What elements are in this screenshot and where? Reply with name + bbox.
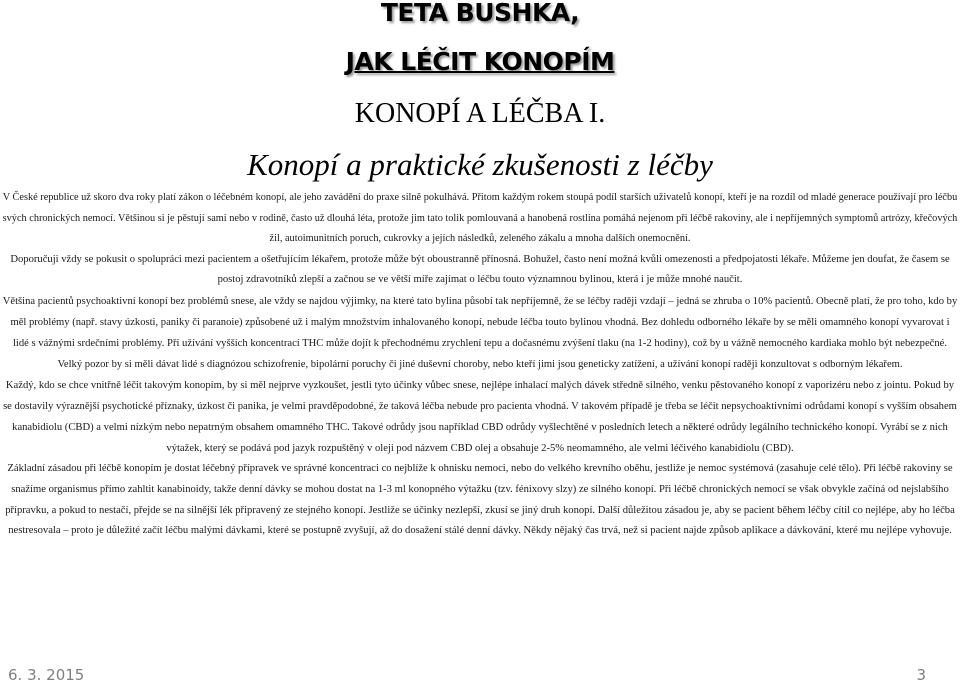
section-subtitle: KONOPÍ A LÉČBA I. xyxy=(354,98,606,129)
paragraph-4: Každý, kdo se chce vnitřně léčit takovým konopím, by si měl nejprve vyzkoušet, jestli tyto účinky vůbec snese, nejlépe inhalací malých dávek středně silného, venku pěstovaného konopí z vaporizéru nebo z jointu. Pokud by se dostavily výraznější psychotické příznaky, úzkost či panika, je velmi pravděpodobné, že taková léčba nebude pro pacienta vhodná. V takovém případě je třeba se léčit nepsychoaktivními odrůdami konopí s vyšším obsahem kanabidiolu (CBD) a velmi nízkým nebo nepatrným obsahem omamného THC. Takové odrůdy jsou například CBD odrůdy vyšlechtěné v posledních letech a některé odrůdy legálního technického konopí. Vyrábí se z nich výtažek, který se podává pod jazyk rozpuštěný v oleji pod názvem CBD olej a obsahuje 2-5% neomamného, ale velmi léčivého kanabidiolu (CBD). xyxy=(3,380,957,455)
paragraph-5: Základní zásadou při léčbě konopím je dostat léčebný přípravek ve správné koncentraci co nejblíže k ohnisku nemoci, nebo do velkého krevního oběhu, jestliže je nemoc systémová (zasahuje celé tělo). Při léčbě rakoviny se snažíme organismus přímo zahltit kanabinoidy, takže denní dávky se mohou dostat na 1-3 ml konopného výtažku (tzv. fénixovy slzy) ze silného konopí. Při léčbě chronických nemocí se však obvykle začíná od nejslabšího přípravku, a pokud to nestačí, přejde se na silnější lék připravený ze stejného konopí. Jestliže se účinky nezlepší, zkusí se jiný druh konopí. Další důležitou zásadou je, aby se pacient během léčby cítil co nejlépe, aby ho léčba nestresovala – proto je důležité začít léčbu malými dávkami, které se postupně zvyšují, až do dosažení stálé denní dávky. Někdy nějaký čas trvá, než si pacient najde způsob aplikace a dávkování, které mu nejlépe vyhovuje. xyxy=(5,463,955,537)
paragraph-1: V České republice už skoro dva roky platí zákon o léčebném konopí, ale jeho zavádění do praxe silně pokulhává. Přitom každým rokem stoupá podíl starších uživatelů konopí, kteří je na rozdíl od mladé generace používají pro léčbu svých chronických nemocí. Většinou si je pěstují sami nebo v rodině, často už dlouhá léta, protože jim tato tolik pomlouvaná a hanobená rostlina pomáhá nejenom při léčbě rakoviny, ale i nepříjemných symptomů artrózy, křečových žil, autoimunitních poruch, cukrovky a jejích následků, zeleného zákalu a mnoha dalších onemocnění. xyxy=(2,192,958,244)
page-number: 3 xyxy=(916,666,926,684)
title-line-2: JAK LÉČIT KONOPÍM xyxy=(345,47,615,76)
body-text xyxy=(2,188,958,542)
paragraph-3: Většina pacientů psychoaktivní konopí bez problémů snese, ale vždy se najdou výjimky, na které tato bylina působí tak nepříjemně, že se léčby raději vzdají – jedná se zhruba o 10% pacientů. Obecně platí, že pro toho, kdo by měl problémy (např. stavy úzkosti, paniky či paranoie) způsobené už i malým množstvím inhalovaného konopí, nebude léčba touto bylinou vhodná. Bez dohledu odborného lékaře by se měli omamného konopí vyvarovat i lidé s vážnými srdečními problémy. Při užívání vyšších koncentrací THC může dojít k přechodnému zrychlení tepu a dočasnému zvýšení tlaku (na 1-2 hodiny), což by u vážně nemocného kardiaka mohlo být nebezpečné. Velký pozor by si měli dávat lidé s diagnózou schizofrenie, bipolární poruchy či jiné duševní choroby, nebo kteří jimi jsou geneticky zatížení, a užívání konopí raději konzultovat s odborným lékařem. xyxy=(2,296,958,371)
section-heading-italic: Konopí a praktické zkušenosti z léčby xyxy=(247,147,713,182)
paragraph-2: Doporučuji vždy se pokusit o spolupráci mezi pacientem a ošetřujícím lékařem, protože může být oboustranně přínosná. Bohužel, často není možná kvůli omezenosti a předpojatosti lékaře. Můžeme jen doufat, že časem se postoj zdravotníků zlepší a začnou se ve větší míře zajímat o léčbu touto významnou bylinou, která i je může mnohé naučit. xyxy=(10,253,950,286)
footer-date: 6. 3. 2015 xyxy=(8,666,85,684)
title-line-1: TETA BUSHKA, xyxy=(380,0,580,27)
